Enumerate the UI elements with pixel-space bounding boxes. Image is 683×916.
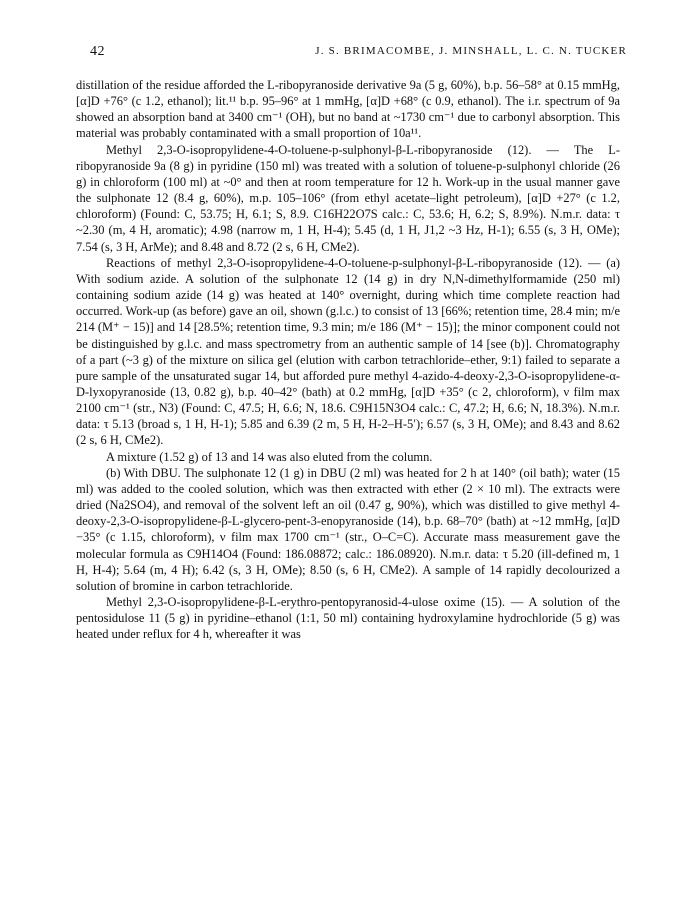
page-number: 42 [90, 44, 105, 59]
running-head: J. S. BRIMACOMBE, J. MINSHALL, L. C. N. TUCKER [315, 45, 627, 57]
paragraph-with-dbu: (b) With DBU. The sulphonate 12 (1 g) in DBU (2 ml) was heated for 2 h at 140° (oil bath); water (15 ml) was added to the cooled solution, which was then extracted with ether (2 × 10 ml). The extracts were dried (Na2SO4), and removal of the solvent left an oil (0.47 g, 90%), which was distilled to give methyl 4-deoxy-2,3-O-isopropylidene-β-L-glycero-pent-3-enopyranoside (14), b.p. 68–70° (bath) at ~12 mmHg, [α]D −35° (c 1.15, chloroform), ν film max 1700 cm⁻¹ (str., O–C=C). Accurate mass measurement gave the molecular formula as C9H14O4 (Found: 186.08872; calc.: 186.08920). N.m.r. data: τ 5.20 (ill-defined m, 1 H, H-4); 5.64 (m, 4 H); 6.42 (s, 3 H, OMe); 8.50 (s, 6 H, CMe2). A sample of 14 rapidly decolourized a solution of bromine in carbon tetrachloride. [76, 465, 620, 593]
paragraph-oxime-15: Methyl 2,3-O-isopropylidene-β-L-erythro-pentopyranosid-4-ulose oxime (15). — A solution of the pentosidulose 11 (5 g) in pyridine–ethanol (1:1, 50 ml) containing hydroxylamine hydrochloride (5 g) was heated under reflux for 4 h, whereafter it was [76, 595, 620, 642]
paragraph-sulphonate-12: Methyl 2,3-O-isopropylidene-4-O-toluene-p-sulphonyl-β-L-ribopyranoside (12). — The L-ribopyranoside 9a (8 g) in pyridine (150 ml) was treated with a solution of toluene-p-sulphonyl chloride (26 g) in chloroform (100 ml) at ~0° and then at room temperature for 12 h. Work-up in the usual manner gave the sulphonate 12 (8.4 g, 60%), m.p. 105–106° (from ethyl acetate–light petroleum), [α]D +27° (c 1.2, chloroform) (Found: C, 53.75; H, 6.1; S, 8.9. C16H22O7S calc.: C, 53.6; H, 6.2; S, 8.9%). N.m.r. data: τ ~2.30 (m, 4 H, aromatic); 4.98 (narrow m, 1 H, H-4); 5.45 (d, 1 H, J1,2 ~3 Hz, H-1); 6.55 (s, 3 H, OMe); 7.54 (s, 3 H, ArMe); and 8.48 and 8.72 (2 s, 6 H, CMe2). [76, 142, 620, 254]
body-text [76, 77, 620, 642]
paragraph-reactions-sodium-azide: Reactions of methyl 2,3-O-isopropylidene-4-O-toluene-p-sulphonyl-β-L-ribopyranoside (12). — (a) With sodium azide. A solution of the sulphonate 12 (14 g) in dry N,N-dimethylformamide (250 ml) containing sodium azide (14 g) was heated at 140° overnight, during which time complete reaction had occurred. Work-up (as before) gave an oil, shown (g.l.c.) to consist of 13 [66%; retention time, 28.4 min; m/e 214 (M⁺ − 15)] and 14 [28.5%; retention time, 9.3 min; m/e 186 (M⁺ − 15)]; the minor component could not be distinguished by g.l.c. and mass spectrometry from an authentic sample of 14 [see (b)]. Chromatography of a part (~3 g) of the mixture on silica gel (elution with carbon tetrachloride–ether, 9:1) failed to separate a pure sample of the unsaturated sugar 14, but afforded pure methyl 4-azido-4-deoxy-2,3-O-isopropylidene-α-D-lyxopyranoside (13, 0.82 g), b.p. 40–42° (bath) at 0.2 mmHg, [α]D +35° (c 2, chloroform), ν film max 2100 cm⁻¹ (str., N3) (Found: C, 47.5; H, 6.6; N, 18.6. C9H15N3O4 calc.: C, 47.2; H, 6.6; N, 18.3%). N.m.r. data: τ 5.13 (broad s, 1 H, H-1); 5.85 and 6.39 (2 m, 5 H, H-2–H-5′); 6.57 (s, 3 H, OMe); and 8.43 and 8.62 (2 s, 6 H, CMe2). [76, 255, 621, 448]
page-header [90, 44, 627, 66]
paragraph-mixture-eluted: A mixture (1.52 g) of 13 and 14 was also eluted from the column. [106, 449, 433, 464]
paragraph-continuation: distillation of the residue afforded the L-ribopyranoside derivative 9a (5 g, 60%), b.p. 56–58° at 0.15 mmHg, [α]D +76° (c 1.2, ethanol); lit.¹¹ b.p. 95–96° at 1 mmHg, [α]D +68° (c 0.9, ethanol). The i.r. spectrum of 9a showed an absorption band at 3400 cm⁻¹ (OH), but no band at ~1730 cm⁻¹ due to carbonyl absorption. This material was probably contaminated with a small proportion of 10a¹¹. [76, 78, 620, 141]
